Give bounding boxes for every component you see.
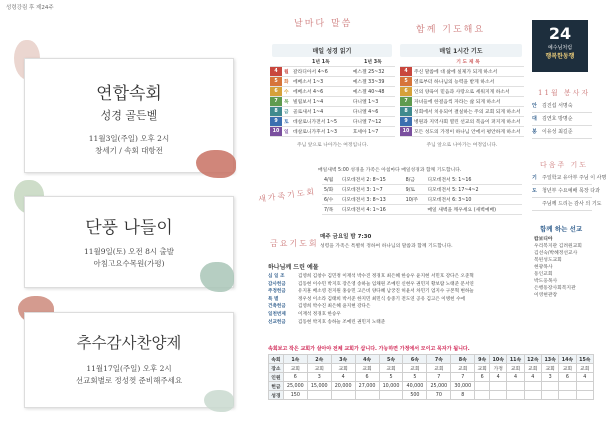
bible-reading-table bbox=[270, 57, 395, 148]
grid-head-cell: 8속 bbox=[451, 355, 475, 364]
grid-cell: 4 bbox=[331, 373, 355, 382]
year1-head: 1년 1독 bbox=[291, 57, 351, 67]
bible-row bbox=[270, 77, 395, 87]
day-name: 월 bbox=[282, 67, 291, 77]
grid-cell: 20,000 bbox=[331, 382, 355, 391]
family-row bbox=[322, 175, 522, 185]
offering-row bbox=[268, 273, 522, 281]
grid-cell: 가정 bbox=[490, 364, 507, 373]
grid-head-cell: 12속 bbox=[524, 355, 541, 364]
side-value: 주님께 드리는 감사 의 기도 bbox=[542, 201, 602, 207]
day-badge: 10 bbox=[400, 127, 412, 137]
grid-cell: 5 bbox=[379, 373, 403, 382]
grid-cell: 헌금 bbox=[269, 382, 284, 391]
grid-cell: 500 bbox=[403, 391, 427, 400]
side-value: 청년부 수요예배 목장 다과 bbox=[542, 188, 600, 194]
prayer-row bbox=[400, 87, 524, 97]
grid-cell: 교회 bbox=[307, 364, 331, 373]
day-name: 토 bbox=[282, 117, 291, 127]
offering-label: 일천번제 bbox=[268, 311, 286, 317]
grid-cell: 4 bbox=[576, 373, 593, 382]
family-row bbox=[322, 205, 522, 215]
day-badge: 5 bbox=[400, 77, 412, 87]
side-value: 김진섭 서명숙 bbox=[542, 103, 573, 109]
mission-header: 함께 하는 선교 bbox=[540, 225, 583, 233]
grid-cell: 6 bbox=[475, 373, 490, 382]
side-key: 봉 bbox=[532, 129, 537, 135]
grid-cell bbox=[507, 391, 524, 400]
grid-row bbox=[269, 373, 594, 382]
grid-cell: 40,000 bbox=[403, 382, 427, 391]
mission-item: 김선숙/박혜정선교사 bbox=[534, 251, 578, 256]
bible-note: 주님 앞으로 나아가는 여정입니다. bbox=[297, 143, 368, 148]
grid-cell: 30,000 bbox=[451, 382, 475, 391]
logo-number: 24 bbox=[548, 24, 572, 43]
logo-text: 행복한동행 bbox=[545, 53, 575, 60]
grid-head-cell: 5속 bbox=[379, 355, 403, 364]
grid-head-cell: 9속 bbox=[475, 355, 490, 364]
bible-row bbox=[270, 97, 395, 107]
bible-row bbox=[270, 117, 395, 127]
day-badge: 8 bbox=[400, 107, 412, 117]
side-key: 기 bbox=[532, 175, 537, 181]
prayer-row bbox=[400, 97, 524, 107]
grid-cell bbox=[379, 391, 403, 400]
prayer-title: 매일 1시간 기도 bbox=[400, 44, 522, 57]
family-cell: 5/화 bbox=[322, 185, 340, 195]
offering-names: 김영희 김창수 김민정 이재석 박수진 정경호 최은혜 한승우 윤지현 서민호 강다은 오준혁 bbox=[298, 274, 474, 279]
card-line: 아침고요수목원(가평) bbox=[93, 259, 165, 268]
mission-item: 캄보디아 bbox=[534, 237, 553, 242]
family-cell: 10/주 bbox=[404, 195, 426, 205]
grid-head-cell: 3속 bbox=[331, 355, 355, 364]
reading-3y: 다니엘 7~12 bbox=[351, 117, 395, 127]
offering-row bbox=[268, 303, 522, 311]
grid-cell: 교회 bbox=[576, 364, 593, 373]
grid-row bbox=[269, 391, 594, 400]
reading-1y: 빌립보서 1~4 bbox=[291, 97, 351, 107]
grid-cell: 6 bbox=[283, 373, 307, 382]
grid-cell bbox=[307, 391, 331, 400]
reading-3y: 예스겔 25~32 bbox=[351, 67, 395, 77]
friday-prayer-note: 성령을 가족은 특별히 정하여 하나님의 말씀과 함께 기도합니다. bbox=[320, 244, 453, 249]
grid-head-cell: 6속 bbox=[403, 355, 427, 364]
family-prayer-label: 새가족기도회 bbox=[257, 186, 317, 205]
grid-cell: 교회 bbox=[283, 364, 307, 373]
offering-names: 김영희 박수진 최은혜 윤지현 강다은 bbox=[298, 304, 371, 310]
friday-prayer-title: 매주 금요일 밤 7:30 bbox=[320, 234, 372, 240]
reading-3y: 호세아 1~7 bbox=[351, 127, 395, 137]
side-row bbox=[532, 172, 606, 185]
grid-cell: 10,000 bbox=[379, 382, 403, 391]
reading-1y: 갈라디아서 4~6 bbox=[291, 67, 351, 77]
grid-cell: 8 bbox=[451, 391, 475, 400]
family-cell: 9/토 bbox=[404, 185, 426, 195]
prayer-col-head: 기 도 제 목 bbox=[412, 57, 524, 67]
grid-cell bbox=[507, 382, 524, 391]
mission-item: 현광목사 bbox=[534, 265, 553, 270]
side-row bbox=[532, 100, 592, 113]
grid-cell: 인원 bbox=[269, 373, 284, 382]
family-cell: 8/금 bbox=[404, 175, 426, 185]
logo-text: 예수님처럼 bbox=[547, 45, 573, 51]
prayer-table bbox=[400, 57, 524, 148]
grid-row bbox=[269, 382, 594, 391]
offering-row bbox=[268, 319, 522, 327]
bible-reading-title: 매일 성경 읽기 bbox=[272, 44, 392, 57]
card-line: 선교회별로 정성껏 준비해주세요 bbox=[75, 376, 183, 385]
side-key bbox=[532, 200, 542, 208]
card-subtitle: 성경 골든벨 bbox=[100, 109, 158, 122]
card-line: 11월17일(주일) 오후 2시 bbox=[86, 364, 172, 373]
offering-label: 선교헌금 bbox=[268, 319, 286, 325]
grid-cell: 27,000 bbox=[355, 382, 379, 391]
reading-3y: 다니엘 1~3 bbox=[351, 97, 395, 107]
reading-1y: 데살로니가전서 1~5 bbox=[291, 117, 351, 127]
friday-prayer-label: 금요기도회 bbox=[270, 239, 319, 248]
grid-cell: 교회 bbox=[541, 364, 558, 373]
reading-1y: 에베소서 1~3 bbox=[291, 77, 351, 87]
prayer-item: 자녀들에 한걸음씩 자라는 삶 되게 하소서 bbox=[412, 97, 524, 107]
volunteers-header: 11월 봉사자 bbox=[538, 89, 591, 97]
grid-cell bbox=[559, 391, 576, 400]
grid-cell: 4 bbox=[524, 373, 541, 382]
grid-head-cell: 4속 bbox=[355, 355, 379, 364]
leaf-decoration bbox=[204, 390, 234, 412]
prayer-row bbox=[400, 77, 524, 87]
next-prayer-list bbox=[532, 172, 606, 211]
grid-head-cell: 1속 bbox=[283, 355, 307, 364]
grid-cell: 교회 bbox=[507, 364, 524, 373]
day-badge: 4 bbox=[270, 67, 282, 77]
year3-head: 1년 3독 bbox=[351, 57, 395, 67]
grid-cell: 교회 bbox=[451, 364, 475, 373]
family-cell bbox=[404, 205, 426, 215]
day-badge: 6 bbox=[270, 87, 282, 97]
daily-word-header: 날마다 말씀 bbox=[294, 19, 353, 29]
offering-names: 김동현 박지호 송하늘 조예린 권민지 노태준 bbox=[298, 319, 386, 325]
family-cell: 디모데전서 5: 1~16 bbox=[425, 175, 522, 185]
family-cell: 4/월 bbox=[322, 175, 340, 185]
offering-label: 특 별 bbox=[268, 296, 279, 302]
side-key: 안 bbox=[532, 103, 537, 109]
bible-row bbox=[270, 127, 395, 137]
family-cell: 디모데전서 3: 8~13 bbox=[340, 195, 404, 205]
grid-cell: 교회 bbox=[524, 364, 541, 373]
side-row bbox=[532, 185, 600, 198]
grid-cell: 70 bbox=[427, 391, 451, 400]
offering-row bbox=[268, 288, 522, 296]
day-name: 금 bbox=[282, 107, 291, 117]
grid-cell: 교회 bbox=[331, 364, 355, 373]
family-cell: 6/수 bbox=[322, 195, 340, 205]
prayer-item: 열로부터 하나님의 능력을 받게 하소서 bbox=[412, 77, 524, 87]
card-title: 단풍 나들이 bbox=[85, 218, 173, 238]
offering-label: 건축헌금 bbox=[268, 304, 286, 310]
side-key: 대 bbox=[532, 116, 537, 122]
grid-row bbox=[269, 364, 594, 373]
offering-row bbox=[268, 296, 522, 304]
grid-cell bbox=[475, 382, 490, 391]
side-row bbox=[532, 198, 602, 211]
prayer-row bbox=[400, 107, 524, 117]
volunteers-list bbox=[532, 100, 592, 139]
day-badge: 6 bbox=[400, 87, 412, 97]
day-name: 목 bbox=[282, 97, 291, 107]
offering-row bbox=[268, 311, 522, 319]
prayer-item: 병원과 지역사회 열린 선교의 복음이 퍼지게 하소서 bbox=[412, 117, 524, 127]
day-badge: 7 bbox=[400, 97, 412, 107]
grid-cell: 6 bbox=[559, 373, 576, 382]
grid-cell bbox=[355, 391, 379, 400]
family-prayer-table bbox=[322, 175, 522, 215]
grid-cell bbox=[331, 391, 355, 400]
page-caption: 성령강림 후 제24주 bbox=[6, 5, 54, 11]
day-name: 화 bbox=[282, 77, 291, 87]
grid-cell: 7 bbox=[427, 373, 451, 382]
offering-names: 유지훈 배소영 전지원 홍승민 고은비 양다혜 남궁진 허윤서 차민기 엄지수 구본혁 변하늘 bbox=[298, 289, 474, 295]
side-value: 김연호 방명순 bbox=[542, 116, 573, 122]
grid-head-cell: 13속 bbox=[541, 355, 558, 364]
side-value: 주일학교 유아부 주님 이 사명 bbox=[542, 175, 606, 181]
report-grid bbox=[268, 354, 594, 400]
report-title: 속회보고 작은 교회가 살아야 전체 교회가 삽니다. 가능하면 가정에서 모이고 목자가 됩니다. bbox=[268, 346, 470, 352]
reading-1y: 데살로니가후서 1~3 bbox=[291, 127, 351, 137]
grid-head bbox=[269, 355, 594, 364]
grid-cell bbox=[541, 382, 558, 391]
grid-head-cell: 10속 bbox=[490, 355, 507, 364]
mission-item: 이영현관장 bbox=[534, 293, 558, 298]
family-cell: 디모데전서 6: 3~10 bbox=[425, 195, 522, 205]
mission-item: 동인교회 bbox=[534, 272, 553, 277]
day-badge: 9 bbox=[270, 117, 282, 127]
offering-label: 감사헌금 bbox=[268, 281, 286, 287]
family-cell: 디모데전서 3: 1~7 bbox=[340, 185, 404, 195]
grid-cell bbox=[576, 391, 593, 400]
family-cell: 디모데전서 2: 8~15 bbox=[340, 175, 404, 185]
grid-cell bbox=[541, 391, 558, 400]
prayer-item: 인의 양육이 믿음과 사랑으로 세워지게 하소서 bbox=[412, 87, 524, 97]
mission-list bbox=[534, 236, 596, 299]
grid-cell: 150 bbox=[283, 391, 307, 400]
grid-head-cell: 14속 bbox=[559, 355, 576, 364]
grid-cell: 장소 bbox=[269, 364, 284, 373]
grid-head-cell: 11속 bbox=[507, 355, 524, 364]
prayer-item: 모든 성도의 가정이 하나님 안에서 평안하게 하소서 bbox=[412, 127, 524, 137]
offering-section bbox=[268, 262, 522, 326]
card-line: 11월3일(주일) 오후 2시 bbox=[88, 134, 170, 143]
grid-cell bbox=[490, 391, 507, 400]
prayer-item: 성회에서 치유되어 결실하는 주의 교회 되게 하소서 bbox=[412, 107, 524, 117]
side-row bbox=[532, 126, 592, 139]
reading-3y: 예스겔 40~48 bbox=[351, 87, 395, 97]
side-value: 이유성 최길준 bbox=[542, 129, 573, 135]
day-badge: 5 bbox=[270, 77, 282, 87]
day-badge: 4 bbox=[400, 67, 412, 77]
reading-3y: 다니엘 4~6 bbox=[351, 107, 395, 117]
family-prayer-note: 매일새벽 5:00 성경을 가족은 아침마다 매일성경과 함께 기도합니다. bbox=[318, 168, 462, 173]
grid-cell: 교회 bbox=[379, 364, 403, 373]
offering-row bbox=[268, 281, 522, 289]
family-cell: 7/목 bbox=[322, 205, 340, 215]
next-prayer-header: 다음주 기도 bbox=[540, 161, 589, 169]
grid-cell: 4 bbox=[490, 373, 507, 382]
prayer-row bbox=[400, 127, 524, 137]
mission-item: 은행동장사회복지관 bbox=[534, 286, 576, 291]
grid-cell: 25,000 bbox=[283, 382, 307, 391]
grid-cell: 교회 bbox=[355, 364, 379, 373]
side-key: 도 bbox=[532, 188, 537, 194]
day-badge: 8 bbox=[270, 107, 282, 117]
day-name: 수 bbox=[282, 87, 291, 97]
left-panel bbox=[0, 0, 250, 424]
prayer-item: 주신 말씀에 대 삶에 실제가 되게 하소서 bbox=[412, 67, 524, 77]
card-title: 추수감사찬양제 bbox=[76, 334, 182, 352]
card-line: 11월9일(토) 오전 8시 출발 bbox=[83, 247, 175, 256]
family-cell: 매일 새벽을 깨우세요 (새벽예배) bbox=[425, 205, 522, 215]
prayer-row bbox=[400, 67, 524, 77]
grid-cell bbox=[576, 382, 593, 391]
grid-cell: 교회 bbox=[403, 364, 427, 373]
family-cell: 디모데전서 4: 1~16 bbox=[340, 205, 404, 215]
grid-cell: 교회 bbox=[475, 364, 490, 373]
prayer-note: 주님 앞으로 나아가는 여정입니다. bbox=[426, 143, 498, 148]
family-cell: 디모데전서 5: 17~4~2 bbox=[425, 185, 522, 195]
grid-head-cell: 7속 bbox=[427, 355, 451, 364]
event-card-3 bbox=[24, 312, 234, 408]
offering-names: 정우성 이소라 김태희 박서준 한지민 최민식 송중기 전도연 공유 김고은 이병헌 수애 bbox=[298, 296, 465, 302]
grid-cell: 3 bbox=[541, 373, 558, 382]
day-badge: 7 bbox=[270, 97, 282, 107]
day-badge: 9 bbox=[400, 117, 412, 127]
grid-cell: 25,000 bbox=[427, 382, 451, 391]
bible-row bbox=[270, 107, 395, 117]
day-badge: 10 bbox=[270, 127, 282, 137]
side-row bbox=[532, 113, 592, 126]
bible-row bbox=[270, 87, 395, 97]
family-row bbox=[322, 195, 522, 205]
card-line: 창세기 / 속회 대항전 bbox=[95, 146, 163, 155]
grid-cell: 성경 bbox=[269, 391, 284, 400]
day-name: 일 bbox=[282, 127, 291, 137]
leaf-decoration bbox=[200, 262, 234, 292]
church-logo bbox=[532, 20, 588, 72]
grid-cell bbox=[490, 382, 507, 391]
grid-cell bbox=[475, 391, 490, 400]
grid-cell: 7 bbox=[451, 373, 475, 382]
grid-cell bbox=[524, 391, 541, 400]
mission-item: 우리복지관 김려원교회 bbox=[534, 244, 582, 249]
grid-head-cell: 속회 bbox=[269, 355, 284, 364]
mission-item: 박도웅목사 bbox=[534, 279, 558, 284]
offering-names: 이재석 정경호 한승우 bbox=[298, 311, 341, 317]
grid-cell: 6 bbox=[355, 373, 379, 382]
card-title: 연합속회 bbox=[96, 84, 162, 104]
grid-cell: 5 bbox=[403, 373, 427, 382]
leaf-decoration bbox=[196, 150, 236, 178]
reading-1y: 골로새서 1~4 bbox=[291, 107, 351, 117]
grid-cell bbox=[524, 382, 541, 391]
grid-cell: 3 bbox=[307, 373, 331, 382]
family-row bbox=[322, 185, 522, 195]
offering-title: 하나님께 드린 예물 bbox=[268, 264, 319, 271]
reading-1y: 에베소서 4~6 bbox=[291, 87, 351, 97]
grid-cell: 교회 bbox=[559, 364, 576, 373]
reading-3y: 예스겔 33~39 bbox=[351, 77, 395, 87]
bible-row bbox=[270, 67, 395, 77]
grid-cell: 15,000 bbox=[307, 382, 331, 391]
grid-cell: 교회 bbox=[427, 364, 451, 373]
offering-label: 주정헌금 bbox=[268, 289, 286, 295]
offering-label: 십 일 조 bbox=[268, 274, 285, 279]
prayer-row bbox=[400, 117, 524, 127]
grid-head-cell: 15속 bbox=[576, 355, 593, 364]
grid-head-cell: 2속 bbox=[307, 355, 331, 364]
offering-names: 김동현 이수민 박지호 장은영 송하늘 임채원 조예린 신현우 권민지 황보람 노태준 문서연 bbox=[298, 281, 474, 287]
grid-cell bbox=[559, 382, 576, 391]
grid-cell: 4 bbox=[507, 373, 524, 382]
mission-item: 복된성도교회 bbox=[534, 258, 562, 263]
prayer-header: 함께 기도해요 bbox=[416, 25, 486, 35]
